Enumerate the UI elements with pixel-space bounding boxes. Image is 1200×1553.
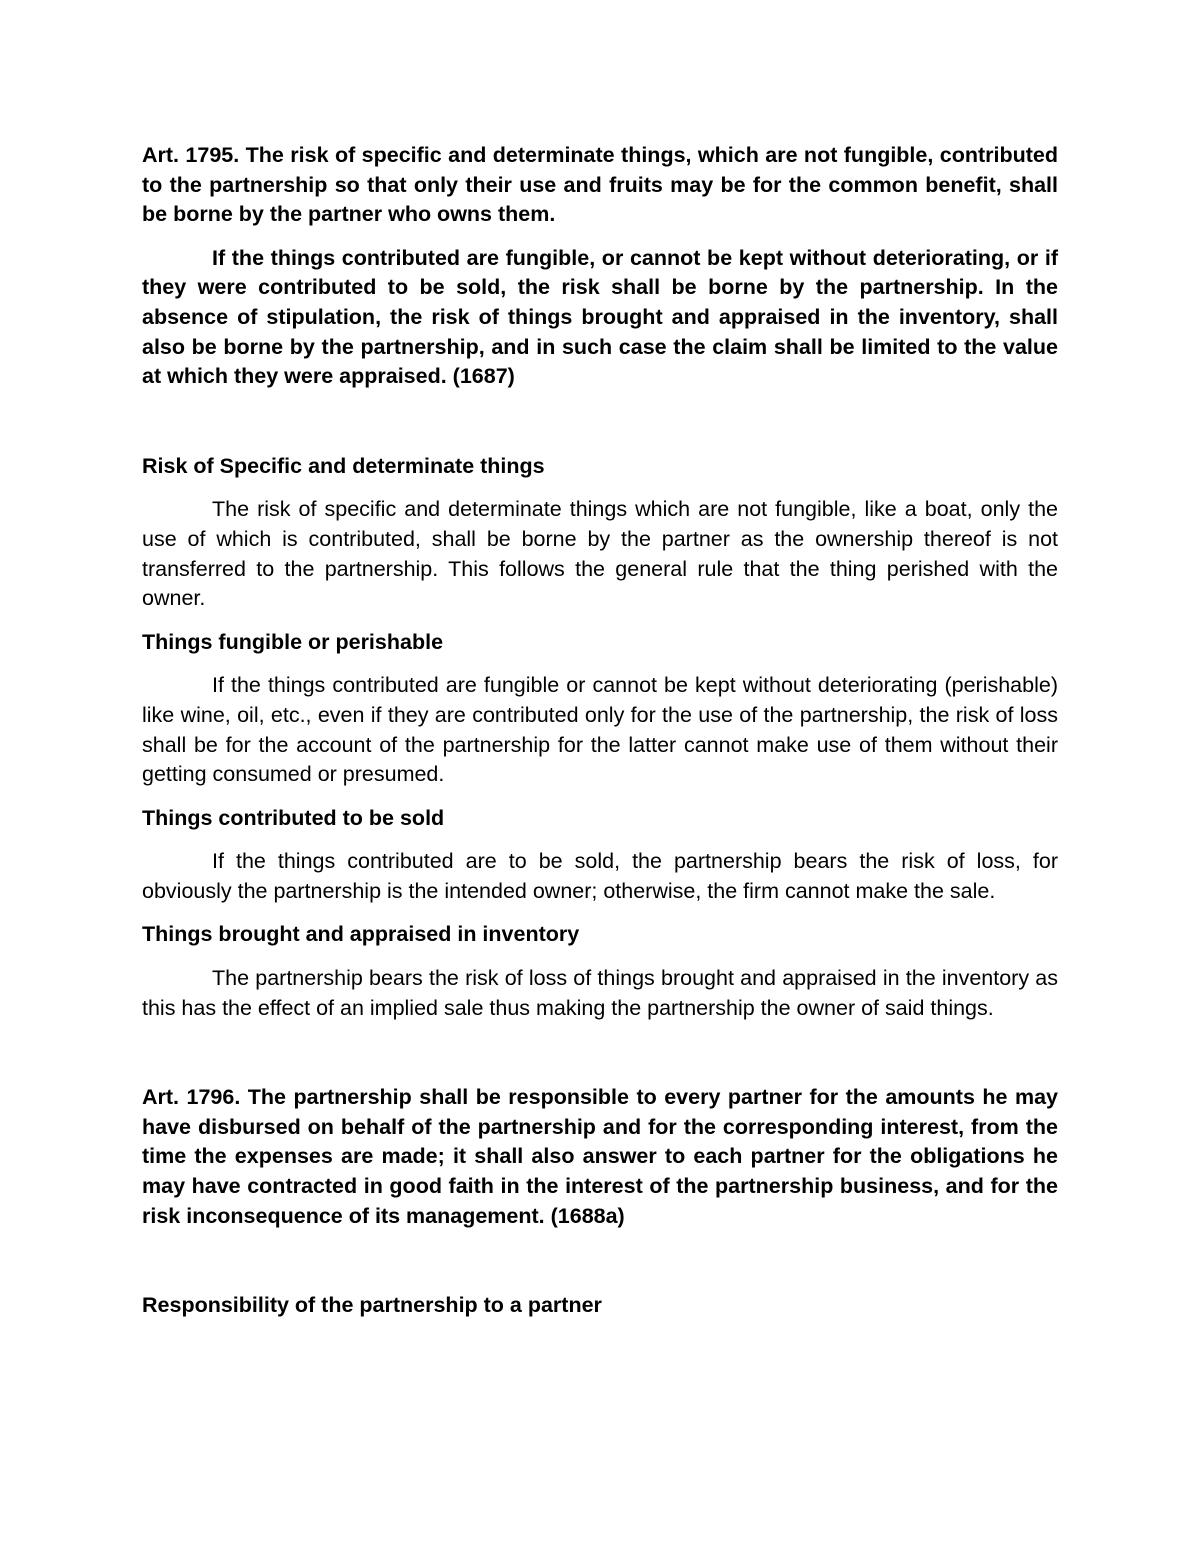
section-body-inventory: The partnership bears the risk of loss of things brought and appraised in the inventory as this has the effect of an implied sale thus making the partnership the owner of said things.	[142, 966, 1058, 1020]
final-heading: Responsibility of the partnership to a partner	[142, 1293, 602, 1318]
section-heading-risk-specific: Risk of Specific and determinate things	[142, 453, 545, 478]
section-body-risk-specific: The risk of specific and determinate things which are not fungible, like a boat, only the use of which is contributed, shall be borne by the partner as the ownership thereof is not transferred to the partnership. This follows the general rule that the thing perished with the owner.	[142, 497, 1058, 611]
article-1796-text: Art. 1796. The partnership shall be responsible to every partner for the amounts he may have disbursed on behalf of the partnership and for the corresponding interest, from the time the expenses are made; it shall also answer to each partner for the obligations he may have contracted in good faith in the interest of the partnership business, and for the risk inconsequence of its management. (1688a)	[142, 1085, 1058, 1228]
section-heading-inventory: Things brought and appraised in inventory	[142, 922, 580, 947]
section-heading-fungible: Things fungible or perishable	[142, 629, 444, 654]
section-heading-to-be-sold: Things contributed to be sold	[142, 805, 445, 830]
document-page	[142, 141, 1058, 1321]
section-body-to-be-sold: If the things contributed are to be sold, the partnership bears the risk of loss, for obviously the partnership is the intended owner; otherwise, the firm cannot make the sale.	[142, 849, 1058, 903]
section-body-fungible: If the things contributed are fungible or cannot be kept without deteriorating (perishable) like wine, oil, etc., even if they are contributed only for the use of the partnership, the risk of loss shall be for the account of the partnership for the latter cannot make use of them without their getting consumed or presumed.	[142, 673, 1058, 787]
article-1795-text: Art. 1795. The risk of specific and determinate things, which are not fungible, contributed to the partnership so that only their use and fruits may be for the common benefit, shall be borne by the partner who owns them.	[142, 143, 1058, 227]
article-1795-paragraph-2: If the things contributed are fungible, or cannot be kept without deteriorating, or if they were contributed to be sold, the risk shall be borne by the partnership. In the absence of stipulation, the risk of things brought and appraised in the inventory, shall also be borne by the partnership, and in such case the claim shall be limited to the value at which they were appraised. (1687)	[142, 245, 1058, 389]
